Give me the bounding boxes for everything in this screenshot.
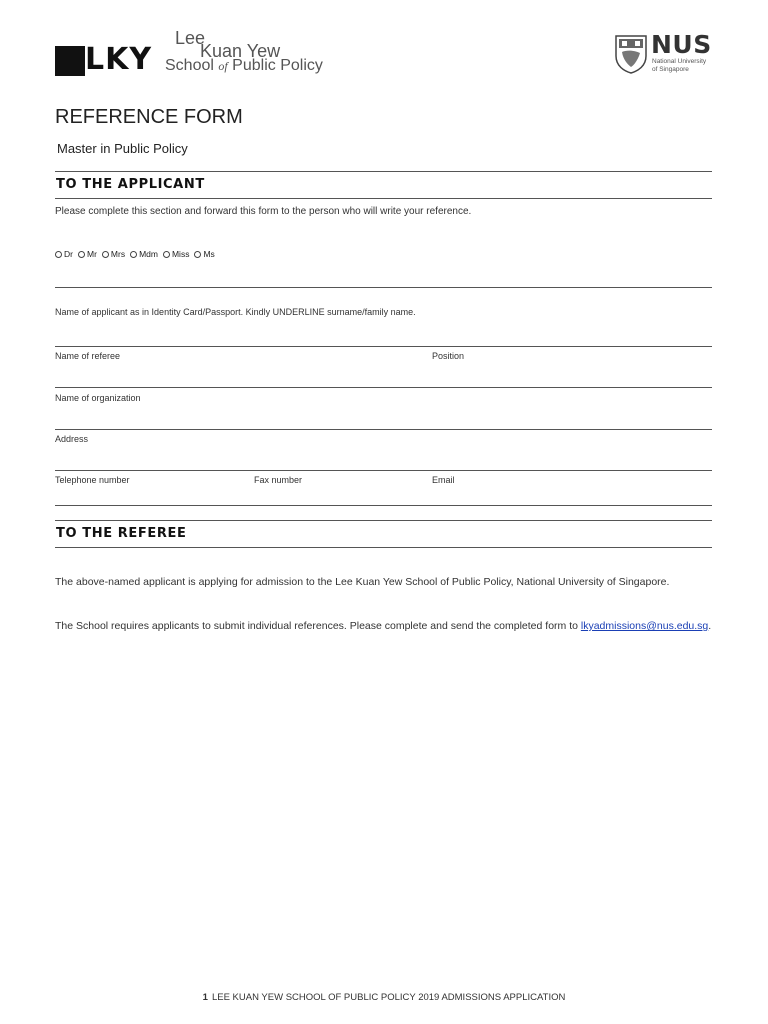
referee-paragraph-2 <box>55 619 712 634</box>
nus-logo-word: NUS <box>651 30 712 59</box>
email-label: Email <box>432 475 455 485</box>
applicant-name-field-line[interactable] <box>55 287 712 288</box>
address-field-line[interactable] <box>55 429 712 430</box>
lky-logo-letters: LKY <box>85 42 153 77</box>
divider <box>55 520 712 521</box>
nus-logo-subtitle <box>652 58 722 74</box>
divider <box>55 198 712 199</box>
radio-icon[interactable] <box>163 251 170 258</box>
salutation-ms[interactable] <box>194 249 214 259</box>
page-number: 1 <box>202 992 208 1003</box>
applicant-instruction: Please complete this section and forward this form to the person who will write your reference. <box>55 206 472 217</box>
salutation-label: Ms <box>203 249 215 259</box>
lky-logo-line3 <box>165 57 323 75</box>
salutation-label: Mdm <box>139 249 158 259</box>
radio-icon[interactable] <box>102 251 109 258</box>
radio-icon[interactable] <box>130 251 137 258</box>
salutation-label: Mrs <box>110 249 126 259</box>
page-footer <box>0 992 768 1003</box>
salutation-label: Dr <box>64 249 73 259</box>
lky-logo-line3-b: Public Policy <box>227 57 323 74</box>
lky-logo-block-icon <box>55 46 85 76</box>
referee-name-field-line[interactable] <box>55 346 712 347</box>
radio-icon[interactable] <box>194 251 201 258</box>
lky-logo-line2: Kuan Yew <box>200 41 281 61</box>
nus-crest-icon <box>614 34 648 74</box>
referee-section-heading: TO THE REFEREE <box>56 526 187 541</box>
telephone-label: Telephone number <box>55 475 130 485</box>
contact-field-line[interactable] <box>55 470 712 471</box>
lky-logo-line3-of: of <box>218 59 228 73</box>
lky-logo-line1: Lee <box>175 28 206 48</box>
position-label: Position <box>432 351 465 361</box>
referee-paragraph-2-end: . <box>708 620 712 632</box>
footer-text: LEE KUAN YEW SCHOOL OF PUBLIC POLICY 2019 ADMISSIONS APPLICATION <box>211 992 566 1003</box>
salutation-dr[interactable] <box>55 249 73 259</box>
divider <box>55 505 712 506</box>
admissions-email-link[interactable]: lkyadmissions@nus.edu.sg <box>580 620 709 632</box>
applicant-name-label: Name of applicant as in Identity Card/Passport. Kindly UNDERLINE surname/family name. <box>55 307 416 317</box>
salutation-mdm[interactable] <box>130 249 158 259</box>
salutation-mrs[interactable] <box>102 249 125 259</box>
divider <box>55 171 712 172</box>
referee-paragraph-1: The above-named applicant is applying for admission to the Lee Kuan Yew School of Public Policy, National University of Singapore. <box>55 576 670 588</box>
salutation-radio-group <box>55 249 215 259</box>
fax-label: Fax number <box>254 475 303 485</box>
salutation-miss[interactable] <box>163 249 189 259</box>
radio-icon[interactable] <box>55 251 62 258</box>
nus-logo-sub1: National University <box>652 58 707 65</box>
page-title: REFERENCE FORM <box>55 106 243 128</box>
salutation-label: Miss <box>171 249 190 259</box>
lky-logo-line3-a: School <box>165 57 219 74</box>
referee-paragraph-2-text: The School requires applicants to submit individual references. Please complete and send the completed form to <box>55 620 581 632</box>
nus-logo-sub2: of Singapore <box>652 66 689 73</box>
page-subtitle: Master in Public Policy <box>57 141 188 156</box>
salutation-mr[interactable] <box>78 249 97 259</box>
radio-icon[interactable] <box>78 251 85 258</box>
salutation-label: Mr <box>86 249 97 259</box>
organization-label: Name of organization <box>55 393 141 403</box>
divider <box>55 547 712 548</box>
referee-name-label: Name of referee <box>55 351 121 361</box>
address-label: Address <box>55 434 89 444</box>
applicant-section-heading: TO THE APPLICANT <box>56 177 205 192</box>
organization-field-line[interactable] <box>55 387 712 388</box>
